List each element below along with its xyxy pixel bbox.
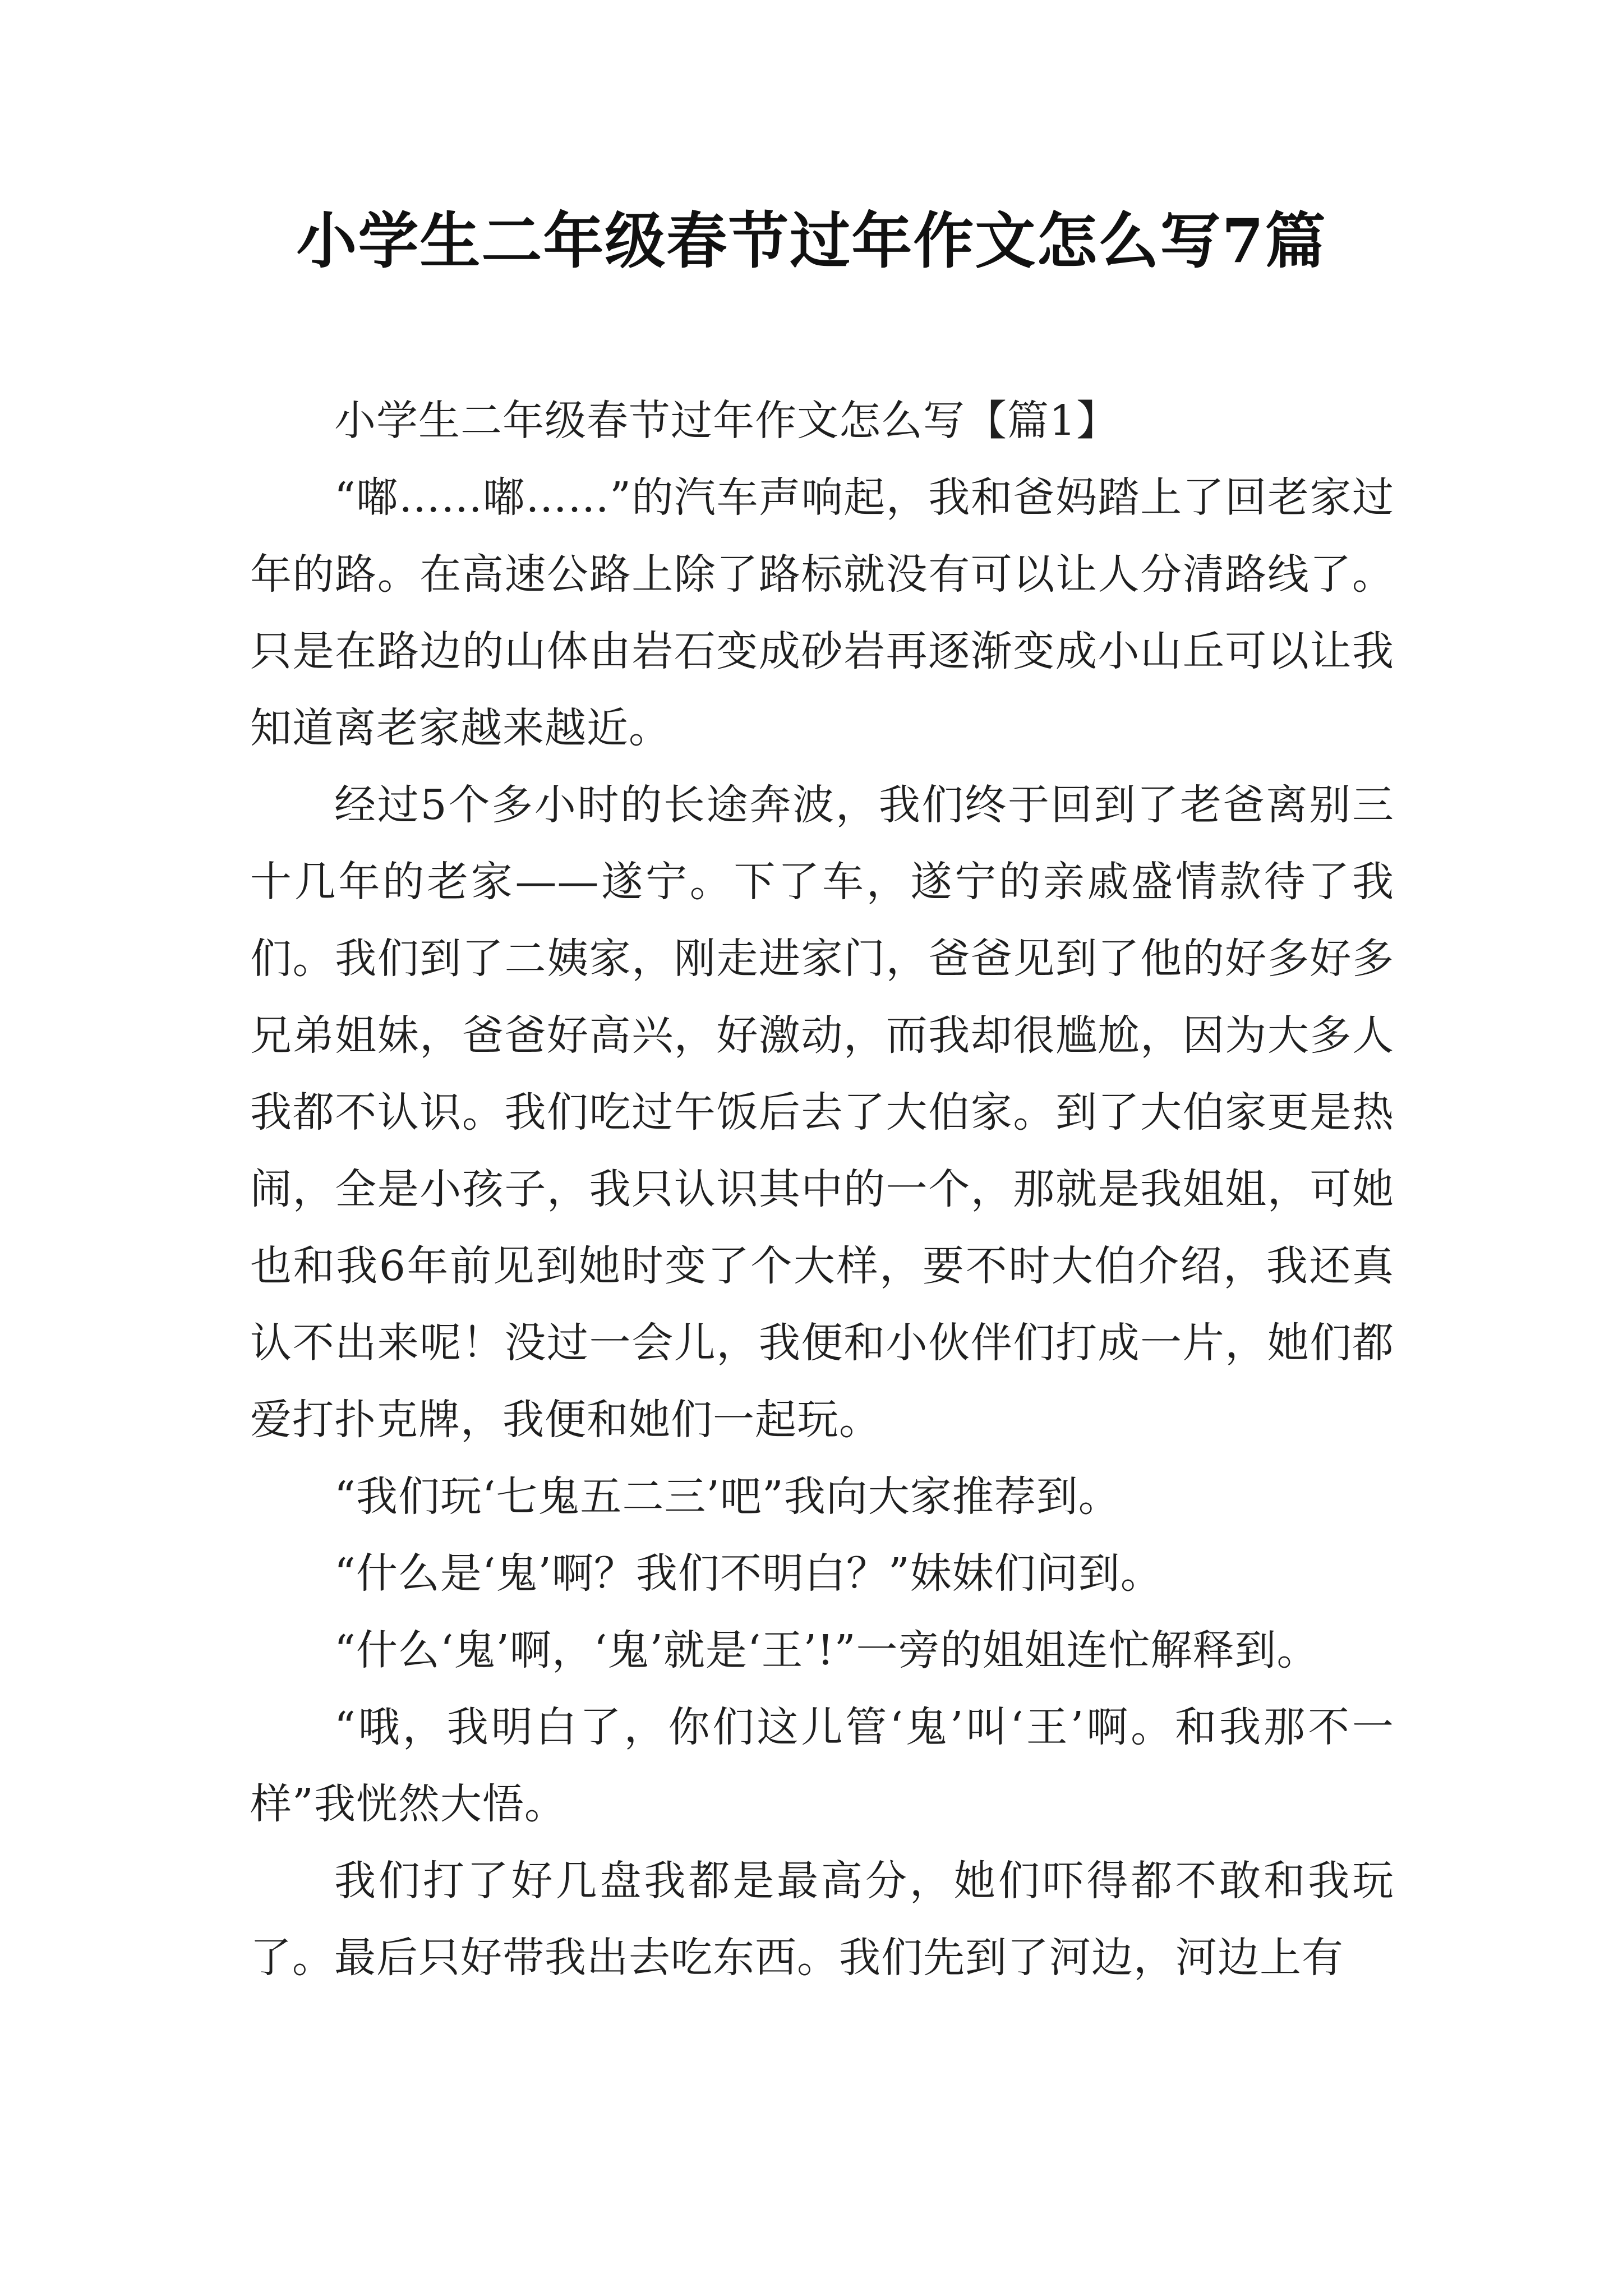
paragraph: “嘟……嘟……”的汽车声响起，我和爸妈踏上了回老家过年的路。在高速公路上除了路标就没有可以让人分清路线了。只是在路边的山体由岩石变成砂岩再逐渐变成小山丘可以让我知道离老家越来越近。: [250, 473, 1394, 752]
paragraph: “哦，我明白了，你们这儿管‘鬼’叫‘王’啊。和我那不一样”我恍然大悟。: [250, 1703, 1394, 1828]
document-body: [250, 383, 1394, 1996]
paragraph: “什么是‘鬼’啊？我们不明白？”妹妹们问到。: [334, 1549, 1163, 1598]
paragraph: “什么‘鬼’啊，‘鬼’就是‘王’!”一旁的姐姐连忙解释到。: [334, 1626, 1319, 1674]
paragraph: 经过5个多小时的长途奔波，我们终于回到了老爸离别三十几年的老家——遂宁。下了车，遂宁的亲戚盛情款待了我们。我们到了二姨家，刚走进家门，爸爸见到了他的好多好多兄弟姐妹，爸爸好高兴，好激动，而我却很尴尬，因为大多人我都不认识。我们吃过午饭后去了大伯家。到了大伯家更是热闹，全是小孩子，我只认识其中的一个，那就是我姐姐，可她也和我6年前见到她时变了个大样，要不时大伯介绍，我还真认不出来呢！没过一会儿，我便和小伙伴们打成一片，她们都爱打扑克牌，我便和她们一起玩。: [250, 781, 1394, 1444]
document-title: 小学生二年级春节过年作文怎么写7篇: [296, 206, 1327, 277]
paragraph: 我们打了好几盘我都是最高分，她们吓得都不敢和我玩了。最后只好带我出去吃东西。我们先到了河边，河边上有: [250, 1857, 1394, 1982]
paragraph: “我们玩‘七鬼五二三’吧”我向大家推荐到。: [334, 1473, 1121, 1521]
section-heading: 小学生二年级春节过年作文怎么写【篇1】: [334, 397, 1119, 445]
